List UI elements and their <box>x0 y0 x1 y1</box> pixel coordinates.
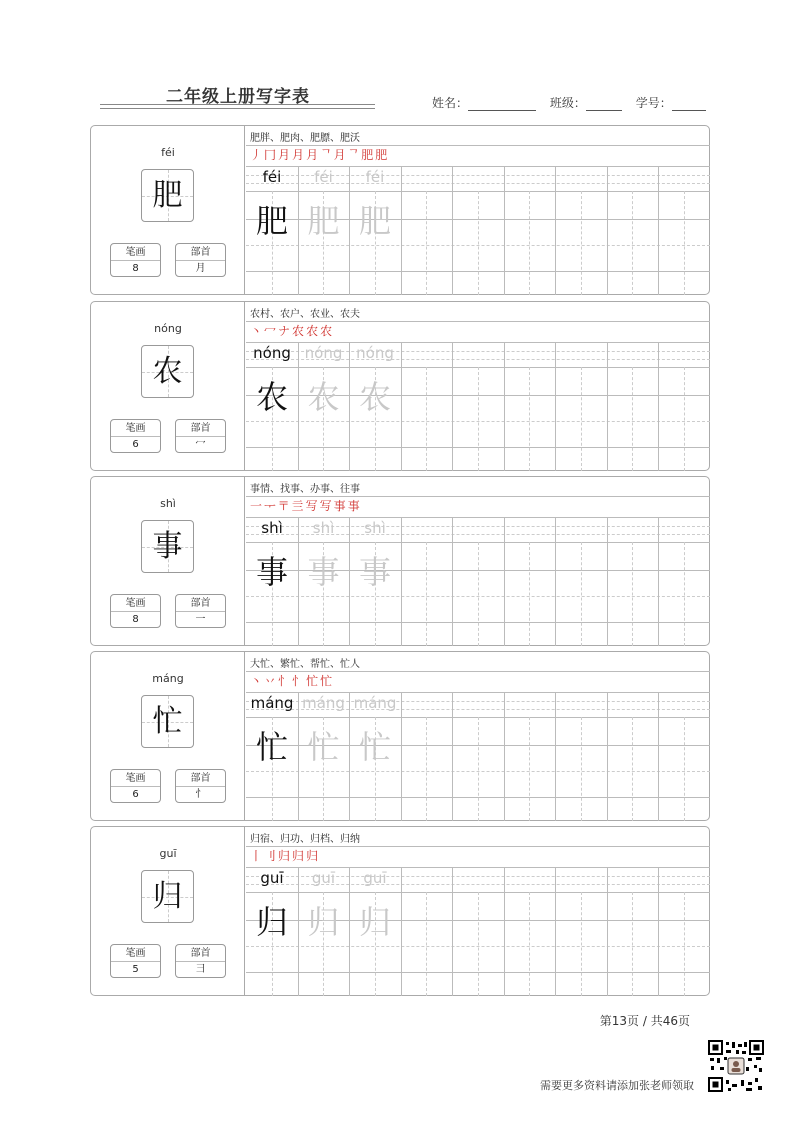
radical-value: 彐 <box>195 964 206 975</box>
stroke-step: 归 <box>292 849 307 863</box>
stroke-step: 事 <box>347 499 362 513</box>
stroke-count-box <box>110 243 161 277</box>
blank-writing-cell[interactable] <box>607 367 659 471</box>
character-display-box <box>141 169 194 222</box>
blank-writing-cell[interactable] <box>658 542 710 646</box>
stroke-step: 忄 <box>292 674 307 688</box>
stroke-step: 丿 <box>250 148 265 162</box>
character-info-panel <box>91 477 245 645</box>
blank-writing-cell[interactable] <box>607 191 659 295</box>
model-character: 农 <box>255 378 288 416</box>
practice-area <box>246 477 710 645</box>
trace-character: 肥 <box>307 202 340 240</box>
character-pinyin: shì <box>160 497 176 510</box>
stroke-count-value: 8 <box>132 614 139 625</box>
student-id-label: 学号： <box>635 96 672 110</box>
practice-area <box>246 302 710 470</box>
page-number: 第13页 / 共46页 <box>599 1014 690 1028</box>
character-glyph: 肥 <box>152 178 183 213</box>
stroke-count-box <box>110 419 161 453</box>
stroke-step: 冖 <box>264 324 279 338</box>
stroke-step: 肥 <box>361 148 376 162</box>
trace-pinyin: féi <box>314 168 333 186</box>
title-underline <box>100 104 375 105</box>
character-info-panel <box>91 827 245 995</box>
blank-writing-cell[interactable] <box>555 542 607 646</box>
character-glyph: 归 <box>152 879 183 914</box>
stroke-step: 忄 <box>278 674 293 688</box>
trace-pinyin: shì <box>364 519 386 537</box>
stroke-step: ᅮ <box>264 499 278 513</box>
blank-writing-cell[interactable] <box>401 367 453 471</box>
trace-character: 农 <box>358 378 391 416</box>
character-info-panel <box>91 652 245 820</box>
stroke-order-sequence <box>250 672 334 689</box>
model-character: 事 <box>255 553 288 591</box>
stroke-step: 写 <box>319 499 334 513</box>
student-id-blank[interactable] <box>672 99 706 111</box>
stroke-step: 丷 <box>264 674 279 688</box>
stroke-step: ナ <box>278 324 293 338</box>
blank-writing-cell[interactable] <box>658 367 710 471</box>
blank-writing-cell[interactable] <box>504 367 556 471</box>
promo-text: 需要更多资料请添加张老师领取 <box>540 1079 694 1092</box>
radical-label: 部首 <box>176 420 225 437</box>
character-display-box <box>141 345 194 398</box>
writing-grid <box>246 693 710 821</box>
character-card <box>90 826 710 996</box>
stroke-step: 农 <box>306 324 321 338</box>
stroke-count-value: 6 <box>132 439 139 450</box>
blank-writing-cell[interactable] <box>401 191 453 295</box>
writing-grid <box>246 343 710 471</box>
blank-writing-cell[interactable] <box>401 542 453 646</box>
stroke-count-label: 笔画 <box>111 420 160 437</box>
stroke-step: 忙 <box>306 674 321 688</box>
character-glyph: 事 <box>152 529 183 564</box>
blank-writing-cell[interactable] <box>555 367 607 471</box>
stroke-step: 〒 <box>277 499 292 513</box>
stroke-step: 丶 <box>250 324 265 338</box>
character-pinyin: féi <box>161 146 175 159</box>
stroke-count-box <box>110 769 161 803</box>
blank-writing-cell[interactable] <box>607 542 659 646</box>
blank-writing-cell[interactable] <box>555 892 607 996</box>
trace-character: 忙 <box>307 728 340 766</box>
blank-writing-cell[interactable] <box>401 717 453 821</box>
example-words: 肥胖、肥肉、肥膘、肥沃 <box>250 133 360 144</box>
blank-writing-cell[interactable] <box>452 191 504 295</box>
trace-pinyin: shì <box>312 519 335 537</box>
trace-character: 肥 <box>358 202 391 240</box>
blank-writing-cell[interactable] <box>504 717 556 821</box>
radical-value: 月 <box>195 263 206 274</box>
model-pinyin: nóng <box>253 344 291 362</box>
name-blank[interactable] <box>468 99 536 111</box>
example-words: 事情、找事、办事、往事 <box>250 484 360 495</box>
stroke-step: 肥 <box>375 148 390 162</box>
stroke-step: 丶 <box>250 674 265 688</box>
stroke-step: 事 <box>333 499 348 513</box>
character-card <box>90 125 710 295</box>
blank-writing-cell[interactable] <box>504 191 556 295</box>
stroke-count-label: 笔画 <box>111 770 160 787</box>
radical-value: 冖 <box>195 439 206 450</box>
trace-character: 忙 <box>358 728 391 766</box>
stroke-count-label: 笔画 <box>111 945 160 962</box>
radical-label: 部首 <box>176 595 225 612</box>
stroke-step: 归 <box>278 849 293 863</box>
trace-pinyin: guī <box>311 869 336 887</box>
radical-box <box>175 594 226 628</box>
trace-pinyin: nóng <box>356 344 394 362</box>
writing-grid <box>246 518 710 646</box>
stroke-step: 农 <box>320 324 335 338</box>
radical-box <box>175 769 226 803</box>
stroke-step: 冂 <box>264 148 279 162</box>
character-card <box>90 476 710 646</box>
blank-writing-cell[interactable] <box>504 892 556 996</box>
radical-label: 部首 <box>176 945 225 962</box>
trace-pinyin: guī <box>363 869 387 887</box>
radical-box <box>175 944 226 978</box>
stroke-step: 月ᄀ <box>306 148 334 162</box>
trace-character: 归 <box>307 903 340 941</box>
stroke-step: 丨 <box>250 849 265 863</box>
stroke-count-value: 6 <box>132 789 139 800</box>
name-label: 姓名： <box>432 96 469 110</box>
stroke-step: 亖 <box>291 499 306 513</box>
character-pinyin: guī <box>159 847 177 860</box>
example-words: 农村、农户、农业、农夫 <box>250 309 360 320</box>
character-info-panel <box>91 302 245 470</box>
model-character: 忙 <box>255 728 288 766</box>
stroke-step: 月 <box>292 148 307 162</box>
class-label: 班级： <box>549 96 586 110</box>
trace-character: 事 <box>358 553 391 591</box>
model-character: 肥 <box>255 202 288 240</box>
trace-pinyin: nóng <box>304 344 343 362</box>
stroke-step: 一 <box>250 499 265 513</box>
stroke-order-sequence <box>250 322 334 339</box>
trace-pinyin: máng <box>353 694 397 712</box>
model-pinyin: máng <box>250 694 294 712</box>
stroke-count-label: 笔画 <box>111 595 160 612</box>
trace-character: 农 <box>307 378 340 416</box>
stroke-order-sequence <box>250 847 320 864</box>
blank-writing-cell[interactable] <box>504 542 556 646</box>
stroke-order-sequence <box>250 146 389 163</box>
radical-box <box>175 419 226 453</box>
blank-writing-cell[interactable] <box>555 717 607 821</box>
practice-area <box>246 652 710 820</box>
example-words: 大忙、繁忙、帮忙、忙人 <box>250 659 360 670</box>
blank-writing-cell[interactable] <box>452 892 504 996</box>
stroke-step: 月ᄀ <box>333 148 362 162</box>
trace-pinyin: féi <box>365 168 385 186</box>
stroke-count-value: 8 <box>132 263 139 274</box>
blank-writing-cell[interactable] <box>452 717 504 821</box>
character-display-box <box>141 870 194 923</box>
title-underline-second <box>100 108 375 109</box>
radical-label: 部首 <box>176 244 225 261</box>
blank-writing-cell[interactable] <box>555 191 607 295</box>
example-words: 归宿、归功、归档、归纳 <box>250 834 360 845</box>
trace-character: 事 <box>307 553 340 591</box>
stroke-step: 归 <box>306 849 321 863</box>
stroke-count-label: 笔画 <box>111 244 160 261</box>
practice-area <box>246 827 710 995</box>
page-header <box>96 82 716 116</box>
character-info-panel <box>91 126 245 294</box>
character-pinyin: máng <box>152 672 184 685</box>
page-title: 二年级上册写字表 <box>166 87 310 107</box>
radical-label: 部首 <box>176 770 225 787</box>
writing-grid <box>246 167 710 295</box>
stroke-step: 农 <box>292 324 307 338</box>
blank-writing-cell[interactable] <box>607 892 659 996</box>
character-display-box <box>141 520 194 573</box>
stroke-step: 忙 <box>320 674 335 688</box>
radical-box <box>175 243 226 277</box>
radical-value: 一 <box>195 614 206 625</box>
practice-area <box>246 126 710 294</box>
character-card <box>90 651 710 821</box>
blank-writing-cell[interactable] <box>401 892 453 996</box>
character-display-box <box>141 695 194 748</box>
model-pinyin: féi <box>262 168 282 186</box>
blank-writing-cell[interactable] <box>658 191 710 295</box>
student-info-fields <box>432 94 716 111</box>
blank-writing-cell[interactable] <box>452 367 504 471</box>
blank-writing-cell[interactable] <box>452 542 504 646</box>
stroke-count-box <box>110 944 161 978</box>
trace-pinyin: máng <box>302 694 345 712</box>
writing-grid <box>246 868 710 996</box>
stroke-count-value: 5 <box>132 964 139 975</box>
blank-writing-cell[interactable] <box>658 717 710 821</box>
character-glyph: 忙 <box>152 704 183 739</box>
blank-writing-cell[interactable] <box>658 892 710 996</box>
character-card <box>90 301 710 471</box>
model-character: 归 <box>255 903 288 941</box>
character-pinyin: nóng <box>154 322 182 335</box>
model-pinyin: guī <box>260 869 284 887</box>
stroke-step: 写 <box>305 499 320 513</box>
model-pinyin: shì <box>261 519 283 537</box>
trace-character: 归 <box>358 903 391 941</box>
stroke-count-box <box>110 594 161 628</box>
radical-value: 忄 <box>195 789 206 800</box>
stroke-order-sequence <box>250 497 362 514</box>
blank-writing-cell[interactable] <box>607 717 659 821</box>
character-glyph: 农 <box>152 354 183 389</box>
stroke-step: 月 <box>278 148 293 162</box>
stroke-step: 刂 <box>264 849 279 863</box>
qr-code-icon <box>708 1040 764 1092</box>
class-blank[interactable] <box>586 99 622 111</box>
